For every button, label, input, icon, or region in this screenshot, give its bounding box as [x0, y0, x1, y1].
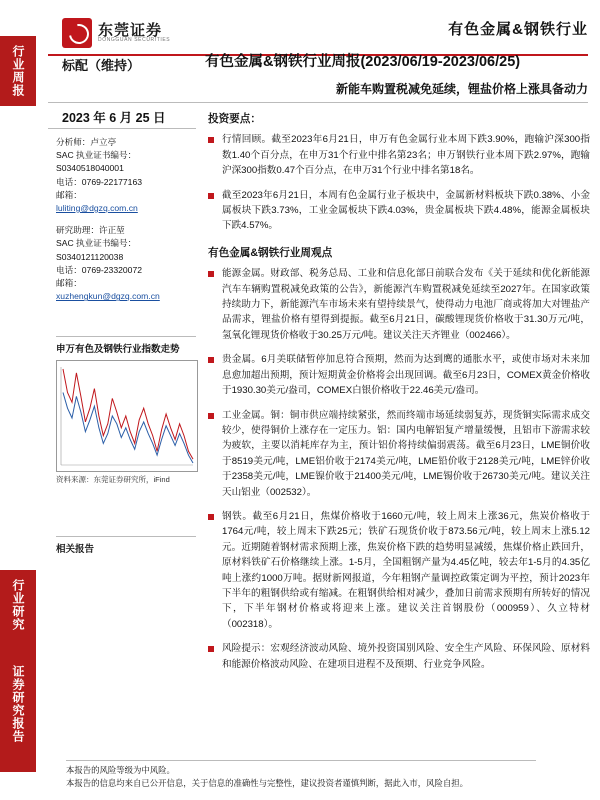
bullet-icon — [208, 514, 214, 520]
main-content — [208, 112, 590, 681]
bullet-icon — [208, 137, 214, 143]
rating-badge: 标配（维持） — [62, 58, 141, 73]
assistant-line: SAC 执业证书编号： — [56, 238, 137, 249]
chart-source: 资料来源：东莞证券研究所，iFind — [56, 475, 170, 484]
list-item — [208, 266, 590, 343]
assistant-line: 邮箱： — [56, 278, 82, 289]
logo-name-en: DONGGUAN SECURITIES — [98, 37, 171, 44]
bullet-icon — [208, 646, 214, 652]
industry-label: 有色金属&钢铁行业 — [448, 21, 588, 38]
side-rail — [0, 0, 36, 800]
analyst-line: 分析师：卢立亭 — [56, 137, 117, 147]
list-item — [208, 132, 590, 178]
logo-name-cn: 东莞证券 — [98, 21, 163, 39]
page-header — [48, 12, 588, 56]
assistant-block — [56, 224, 196, 303]
page-title: 有色金属&钢铁行业周报(2023/06/19-2023/06/25) — [205, 54, 521, 70]
company-logo — [62, 16, 222, 50]
bullet-icon — [208, 357, 214, 363]
footer-line-1: 本报告的风险等级为中风险。 — [66, 765, 175, 775]
list-item-text: 钢铁。截至6月21日，焦煤价格收于1660元/吨，较上周末上涨36元，焦炭价格收于1764元/吨，较上周末下跌25元；铁矿石现货价收于873.56元/吨，较上周末上涨5.12元。近期随着钢材需求预期上涨，焦炭价格下跌的趋势明显减缓，焦煤价格止跌回升，原材料铁矿石价格继续上涨。1-5月，全国粗钢产量为4.45亿吨，较去年1-5月的4.35亿吨上涨约1000万吨。据财新网报道，今年粗钢产量调控政策定调为平控，预计2023年下半年的粗钢供给或有缩减。在粗钢供给相对减少，叠加日前需求预期有所转好的情况下，下半年钢材价格或将迎来上涨。建议关注首钢股份（000959）、久立特材（002318）。 — [222, 510, 590, 630]
list-item — [208, 352, 590, 398]
list-item — [208, 188, 590, 234]
analyst-line: 电话：0769-22177163 — [56, 176, 142, 187]
assistant-line: 研究助理：许正堃 — [56, 225, 125, 236]
logo-mark-icon — [62, 18, 92, 48]
assistant-line: 电话：0769-23320072 — [56, 264, 142, 275]
analyst-info — [56, 136, 196, 312]
chart-title: 申万有色及钢铁行业指数走势 — [56, 336, 196, 355]
list-item — [208, 509, 590, 632]
page-footer — [66, 764, 546, 790]
bullet-icon — [208, 193, 214, 199]
analyst-block — [56, 136, 196, 215]
rail-label-securities-research-report: 证券研究报告 — [0, 636, 36, 772]
footer-line-2: 本报告的信息均来自已公开信息，关于信息的准确性与完整性，建议投资者谨慎判断，据此入市，风险自担。 — [66, 778, 468, 788]
assistant-line: S0340121120038 — [56, 251, 124, 262]
analyst-line: S0340518040001 — [56, 163, 124, 174]
logo-text — [98, 23, 170, 44]
list-item-text: 能源金属。财政部、税务总局、工业和信息化部日前联合发布《关于延续和优化新能源汽车车辆购置税减免政策的公告》，新能源汽车购置税减免延续至2027年。在国家政策持续助力下，新能源汽车市场未来有望持续景气，使得动力电池厂商或将加大对锂盐产品需求，锂盐价格有望得到提振。截至6月21日，碳酸锂现货价格收于31.30万元/吨，氢氧化锂现货价格收于30.25万元/吨。建议关注天齐锂业（002466）。 — [222, 268, 590, 341]
date-divider — [48, 128, 196, 129]
list-item — [208, 408, 590, 500]
footer-divider — [66, 760, 536, 761]
list-item-text: 贵金属。6月美联储暂停加息符合预期，然而为达到鹰的通胀水平，或使市场对未来加息愈加超出预期，预计短期黄金价格将会出现回调。截至6月23日，COMEX黄金价格收于1930.30美元/盎司，COMEX白银价格收于22.46美元/盎司。 — [222, 354, 590, 397]
risk-notice-text: 风险提示：宏观经济波动风险、境外投资国别风险、安全生产风险、环保风险、原材料和能源价格波动风险、在建项目进程不及预期、行业竞争风险。 — [222, 643, 590, 670]
assistant-email-link[interactable]: xuzhengkun@dgzq.com.cn — [56, 291, 160, 302]
section-heading-investment-points: 投资要点： — [208, 113, 261, 125]
index-trend-chart — [56, 360, 198, 472]
analyst-email-link[interactable]: luliting@dgzq.com.cn — [56, 203, 138, 214]
related-reports-title: 相关报告 — [56, 536, 196, 555]
list-item-text: 截至2023年6月21日，本周有色金属行业子板块中，金属新材料板块下跌0.38%、小金属板块下跌3.73%，工业金属板块下跌4.03%，贵金属板块下跌4.48%，能源金属板块下跌4.57%。 — [222, 189, 590, 232]
bullet-icon — [208, 271, 214, 277]
report-date: 2023 年 6 月 25 日 — [62, 111, 166, 125]
bullet-icon — [208, 413, 214, 419]
chart-svg — [57, 361, 197, 471]
analyst-line: SAC 执业证书编号： — [56, 150, 137, 161]
title-divider — [48, 102, 588, 103]
rail-label-research: 行业研究 — [0, 570, 36, 640]
risk-notice — [208, 641, 590, 672]
list-item-text: 行情回顾。截至2023年6月21日，申万有色金属行业本周下跌3.90%，跑输沪深300指数1.40个百分点，在申万31个行业中排名第23名；申万钢铁行业本周下跌2.97%，跑输沪深300指数0.47个百分点，在申万31个行业中排名第18名。 — [222, 134, 590, 177]
analyst-line: 邮箱： — [56, 189, 82, 200]
list-item-text: 工业金属。铜：铜市供应端持续紧张，然而终端市场延续弱复苏，现货铜实际需求成交较少，使得铜价上涨存在一定压力。铝：国内电解铝复产增量缓慢，且铝市下游需求较为疲软，主要以消耗库存为主，预计铝价将持续偏弱震荡。截至6月23日，LME铜价收于8519美元/吨，LME铝价收于2174美元/吨，LME铅价收于2128美元/吨，LME锌价收于2358美元/吨，LME镍价收于21400美元/吨，LME锡价收于26730美元/吨。建议关注天山铝业（002532）。 — [222, 409, 590, 498]
rail-label-weekly: 行业周报 — [0, 36, 36, 106]
section-heading-industry-view: 有色金属&钢铁行业周观点 — [208, 246, 333, 259]
page-subtitle: 新能车购置税减免延续，锂盐价格上涨具备动力 — [335, 82, 588, 96]
